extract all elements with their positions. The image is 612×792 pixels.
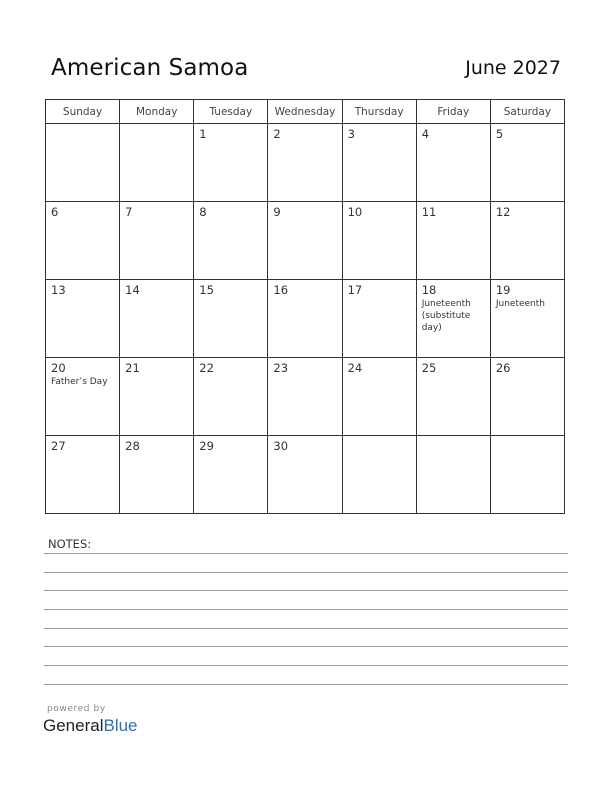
day-cell [120, 280, 194, 358]
day-number: 20 [51, 361, 66, 375]
day-cell [194, 202, 268, 280]
day-number: 10 [347, 205, 363, 219]
day-cell [46, 436, 120, 514]
day-cell [416, 124, 490, 202]
day-cell [490, 358, 564, 436]
notes-line [44, 572, 568, 573]
month-year: June 2027 [465, 57, 561, 79]
day-cell [490, 280, 564, 358]
notes-line [44, 665, 568, 666]
generalblue-logo [43, 716, 138, 736]
week-row-3 [46, 280, 565, 358]
day-number: 14 [125, 283, 140, 297]
day-number: 30 [273, 439, 289, 453]
day-cell [46, 202, 120, 280]
day-cell [342, 202, 416, 280]
day-number [120, 124, 193, 128]
day-number: 15 [199, 283, 214, 297]
day-number: 17 [347, 283, 363, 297]
day-number: 25 [421, 361, 437, 375]
notes-line [44, 553, 568, 554]
notes-line [44, 628, 568, 629]
powered-by-label: powered by [47, 704, 106, 714]
weekday-friday: Friday [416, 100, 490, 124]
day-number [491, 436, 564, 440]
day-cell [416, 202, 490, 280]
weekday-tuesday: Tuesday [194, 100, 268, 124]
day-number: 27 [51, 439, 66, 453]
week-row-4 [46, 358, 565, 436]
day-cell [416, 436, 490, 514]
day-cell [342, 358, 416, 436]
holiday-label: Juneteenth [495, 299, 545, 309]
day-number: 8 [199, 205, 207, 219]
weekday-monday: Monday [120, 100, 194, 124]
day-cell [490, 202, 564, 280]
day-number: 5 [495, 127, 504, 141]
day-number: 11 [421, 205, 437, 219]
day-cell [416, 280, 490, 358]
day-number: 23 [273, 361, 289, 375]
day-number: 22 [199, 361, 214, 375]
week-row-5 [46, 436, 565, 514]
day-number: 16 [273, 283, 289, 297]
day-number: 2 [273, 127, 281, 141]
day-cell [268, 280, 342, 358]
day-number: 13 [51, 283, 66, 297]
day-cell [416, 358, 490, 436]
day-number: 29 [199, 439, 214, 453]
day-cell [194, 124, 268, 202]
day-cell [120, 202, 194, 280]
day-cell [268, 124, 342, 202]
day-number: 7 [125, 205, 133, 219]
weekday-saturday: Saturday [490, 100, 564, 124]
day-cell [342, 436, 416, 514]
day-number: 26 [495, 361, 511, 375]
day-number: 21 [125, 361, 140, 375]
week-row-1 [46, 124, 565, 202]
day-number: 6 [51, 205, 59, 219]
day-cell [46, 280, 120, 358]
day-cell [342, 280, 416, 358]
day-cell [194, 280, 268, 358]
day-cell [120, 124, 194, 202]
day-cell [268, 358, 342, 436]
notes-line [44, 590, 568, 591]
day-cell [120, 436, 194, 514]
week-row-2 [46, 202, 565, 280]
brand-blue: Blue [103, 716, 138, 735]
day-cell [342, 124, 416, 202]
notes-line [44, 684, 568, 685]
calendar-grid [45, 99, 565, 514]
day-number: 28 [125, 439, 140, 453]
day-number: 24 [347, 361, 363, 375]
day-cell [268, 202, 342, 280]
day-cell [120, 358, 194, 436]
day-cell [46, 124, 120, 202]
notes-line [44, 609, 568, 610]
day-number: 18 [421, 283, 437, 297]
day-number [417, 436, 490, 440]
brand-general: General [43, 716, 104, 735]
day-number: 3 [347, 127, 355, 141]
day-cell [490, 436, 564, 514]
day-number [343, 436, 416, 440]
day-cell [194, 358, 268, 436]
weekday-thursday: Thursday [342, 100, 416, 124]
holiday-label: Father’s Day [51, 377, 108, 387]
notes-label: NOTES: [48, 537, 92, 551]
day-cell [490, 124, 564, 202]
weekday-wednesday: Wednesday [268, 100, 342, 124]
day-cell [46, 358, 120, 436]
holiday-label: Juneteenth (substitute day) [421, 299, 471, 333]
weekday-sunday: Sunday [46, 100, 120, 124]
notes-line [44, 646, 568, 647]
weekday-header-row [46, 100, 565, 124]
day-number: 19 [495, 283, 511, 297]
day-number [46, 124, 119, 128]
day-number: 9 [273, 205, 281, 219]
day-number: 12 [495, 205, 511, 219]
day-cell [194, 436, 268, 514]
day-number: 1 [199, 127, 207, 141]
day-cell [268, 436, 342, 514]
calendar-title: American Samoa [51, 55, 249, 81]
day-number: 4 [421, 127, 430, 141]
